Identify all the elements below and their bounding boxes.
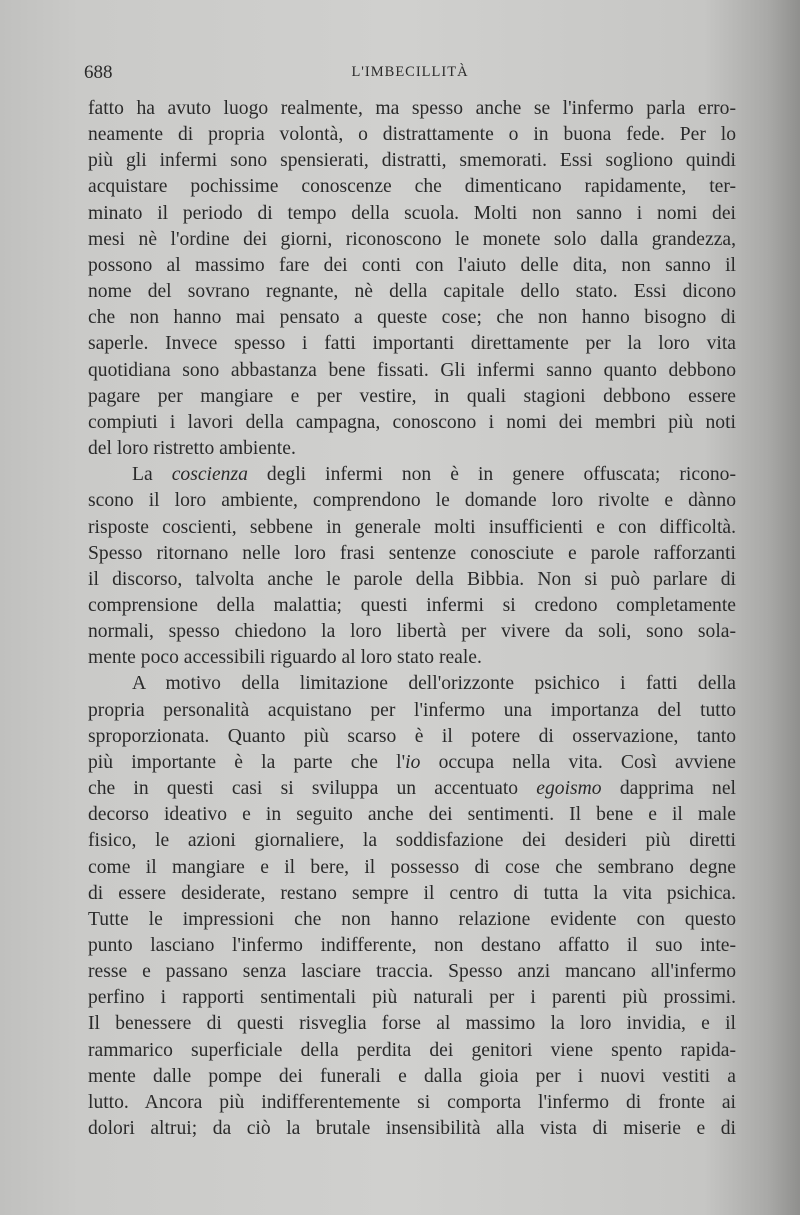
text-line: scono il loro ambiente, comprendono le domande loro rivolte e dànno — [88, 490, 736, 512]
text-line: nome del sovrano regnante, nè della capitale dello stato. Essi dicono — [88, 281, 736, 303]
text-line: compiuti i lavori della campagna, conoscono i nomi dei membri più noti — [88, 411, 736, 433]
paragraph-3 — [88, 671, 736, 1142]
text-line: acquistare pochissime conoscenze che dimenticano rapidamente, ter- — [88, 176, 736, 198]
text-line: normali, spesso chiedono la loro libertà per vivere da soli, sono sola- — [88, 621, 736, 643]
text-line: fatto ha avuto luogo realmente, ma spesso anche se l'infermo parla erro- — [88, 98, 736, 119]
text-line — [88, 776, 736, 802]
text-line — [88, 750, 736, 776]
text-line: mente poco accessibili riguardo al loro stato reale. — [88, 647, 482, 669]
text-line: che non hanno mai pensato a queste cose; che non hanno bisogno di — [88, 307, 736, 329]
text-line: rammarico superficiale della perdita dei genitori viene spento rapida- — [88, 1039, 736, 1061]
text-line: neamente di propria volontà, o distrattamente o in buona fede. Per lo — [88, 124, 736, 146]
text-line: sproporzionata. Quanto più scarso è il potere di osservazione, tanto — [88, 725, 736, 747]
body-text — [88, 96, 736, 1142]
page-number: 688 — [84, 62, 113, 83]
text-line: quotidiana sono abbastanza bene fissati. Gli infermi sanno quanto debbono — [88, 359, 736, 381]
text-span: più importante è la parte che l' — [88, 751, 406, 773]
page-header — [84, 62, 736, 90]
text-line: Tutte le impressioni che non hanno relazione evidente con questo — [88, 908, 736, 930]
text-line: comprensione della malattia; questi infermi si credono completamente — [88, 594, 736, 616]
text-span: La — [132, 464, 172, 486]
text-line: saperle. Invece spesso i fatti importanti direttamente per la loro vita — [88, 333, 736, 355]
running-head: L'IMBECILLITÀ — [351, 64, 469, 80]
italic-term: io — [405, 751, 421, 773]
text-line: pagare per mangiare e per vestire, in quali stagioni debbono essere — [88, 385, 736, 407]
text-line: minato il periodo di tempo della scuola. Molti non sanno i nomi dei — [88, 202, 736, 224]
text-line: lutto. Ancora più indifferentemente si comporta l'infermo di fronte ai — [88, 1091, 736, 1113]
text-line: Il benessere di questi risveglia forse al massimo la loro invidia, e il — [88, 1013, 736, 1035]
text-line: come il mangiare e il bere, il possesso di cose che sembrano degne — [88, 856, 736, 878]
paragraph-2 — [88, 462, 736, 671]
text-line: propria personalità acquistano per l'infermo una importanza del tutto — [88, 699, 736, 721]
text-span: degli infermi non è in genere offuscata; ricono- — [247, 464, 736, 486]
text-line: possono al massimo fare dei conti con l'aiuto delle dita, non sanno il — [88, 254, 736, 276]
text-line: perfino i rapporti sentimentali più naturali per i parenti più prossimi. — [88, 987, 736, 1009]
text-line: fisico, le azioni giornaliere, la soddisfazione dei desideri più diretti — [88, 830, 736, 852]
text-span: occupa nella vita. Così avviene — [420, 751, 736, 773]
text-line: resse e passano senza lasciare traccia. Spesso anzi mancano all'infermo — [88, 961, 736, 983]
text-span: dapprima nel — [601, 778, 736, 800]
text-span: che in questi casi si sviluppa un accentuato — [88, 778, 537, 800]
text-line: più gli infermi sono spensierati, distratti, smemorati. Essi sogliono quindi — [88, 150, 736, 172]
paragraph-1 — [88, 96, 736, 462]
italic-term: egoismo — [536, 778, 602, 800]
italic-term: coscienza — [171, 464, 248, 486]
text-line: mente dalle pompe dei funerali e dalla gioia per i nuovi vestiti a — [88, 1065, 736, 1087]
text-line: di essere desiderate, restano sempre il centro di tutta la vita psichica. — [88, 882, 736, 904]
text-line: Spesso ritornano nelle loro frasi sentenze conosciute e parole rafforzanti — [88, 542, 736, 564]
text-line: risposte coscienti, sebbene in generale molti insufficienti e con difficoltà. — [88, 516, 736, 538]
text-line: A motivo della limitazione dell'orizzonte psichico i fatti della — [132, 673, 736, 695]
text-line: decorso ideativo e in seguito anche dei sentimenti. Il bene e il male — [88, 804, 736, 826]
text-line: il discorso, talvolta anche le parole della Bibbia. Non si può parlare di — [88, 568, 736, 590]
text-line — [88, 462, 736, 488]
text-line: dolori altrui; da ciò la brutale insensibilità alla vista di miserie e di — [88, 1118, 736, 1140]
text-line: mesi nè l'ordine dei giorni, riconoscono le monete solo dalla grandezza, — [88, 228, 736, 250]
text-line: punto lasciano l'infermo indifferente, non destano affatto il suo inte- — [88, 935, 736, 956]
text-line: del loro ristretto ambiente. — [88, 438, 296, 460]
